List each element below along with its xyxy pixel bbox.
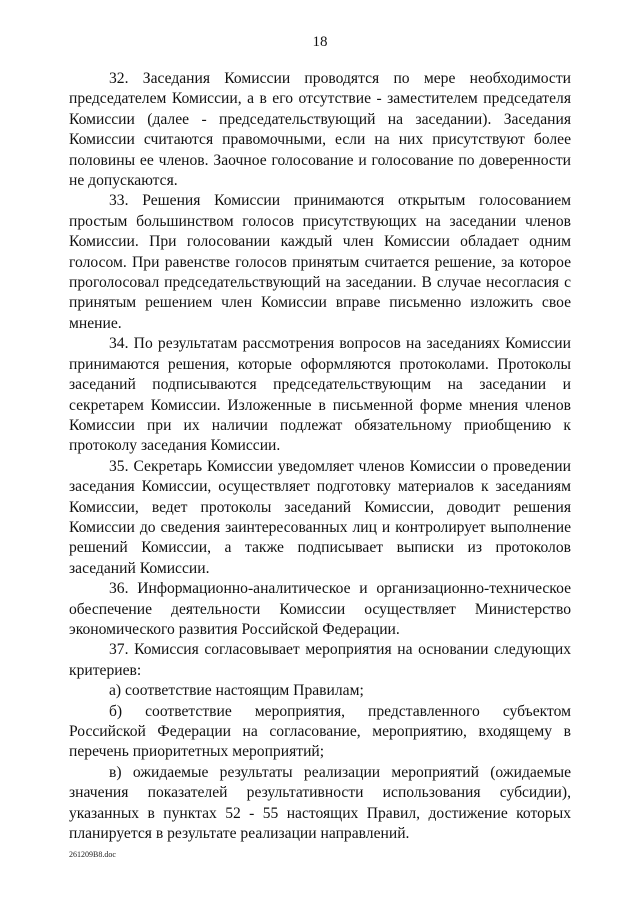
- document-body: [69, 69, 571, 844]
- footer-filename: 261209В8.doc: [69, 850, 116, 859]
- criterion-a: а) соответствие настоящим Правилам;: [109, 682, 364, 700]
- paragraph-35: 35. Секретарь Комиссии уведомляет членов Комиссии о проведении заседания Комиссии, осуществляет подготовку материалов к заседаниям Комиссии, ведет протоколы заседаний Комиссии, доводит решения Комиссии до сведения заинтересованных лиц и контролирует выполнение решений Комиссии, а также подписывает выписки из протоколов заседаний Комиссии.: [69, 457, 571, 577]
- paragraph-32: 32. Заседания Комиссии проводятся по мере необходимости председателем Комиссии, а в его отсутствие - заместителем председателя Комиссии (далее - председательствующий на заседании). Заседания Комиссии считаются правомочными, если на них присутствуют более половины ее членов. Заочное голосование и голосование по доверенности не допускаются.: [69, 70, 571, 190]
- criterion-c: в) ожидаемые результаты реализации мероприятий (ожидаемые значения показателей результативности использования субсидии), указанных в пунктах 52 - 55 настоящих Правил, достижение которых планируется в результате реализации направлений.: [69, 763, 571, 843]
- paragraph-37: 37. Комиссия согласовывает мероприятия на основании следующих критериев:: [69, 641, 571, 679]
- paragraph-36: 36. Информационно-аналитическое и организационно-техническое обеспечение деятельности Комиссии осуществляет Министерство экономического развития Российской Федерации.: [69, 580, 571, 638]
- criterion-b: б) соответствие мероприятия, представленного субъектом Российской Федерации на согласование, мероприятию, входящему в перечень приоритетных мероприятий;: [69, 702, 571, 761]
- page-number: 18: [312, 34, 328, 50]
- paragraph-34: 34. По результатам рассмотрения вопросов на заседаниях Комиссии принимаются решения, которые оформляются протоколами. Протоколы заседаний подписываются председательствующим на заседании и секретарем Комиссии. Изложенные в письменной форме мнения членов Комиссии при их наличии подлежат обязательному приобщению к протоколу заседания Комиссии.: [69, 335, 571, 455]
- paragraph-33: 33. Решения Комиссии принимаются открытым голосованием простым большинством голосов присутствующих на заседании членов Комиссии. При голосовании каждый член Комиссии обладает одним голосом. При равенстве голосов принятым считается решение, за которое проголосовал председательствующий на заседании. В случае несогласия с принятым решением член Комиссии вправе письменно изложить свое мнение.: [69, 192, 571, 332]
